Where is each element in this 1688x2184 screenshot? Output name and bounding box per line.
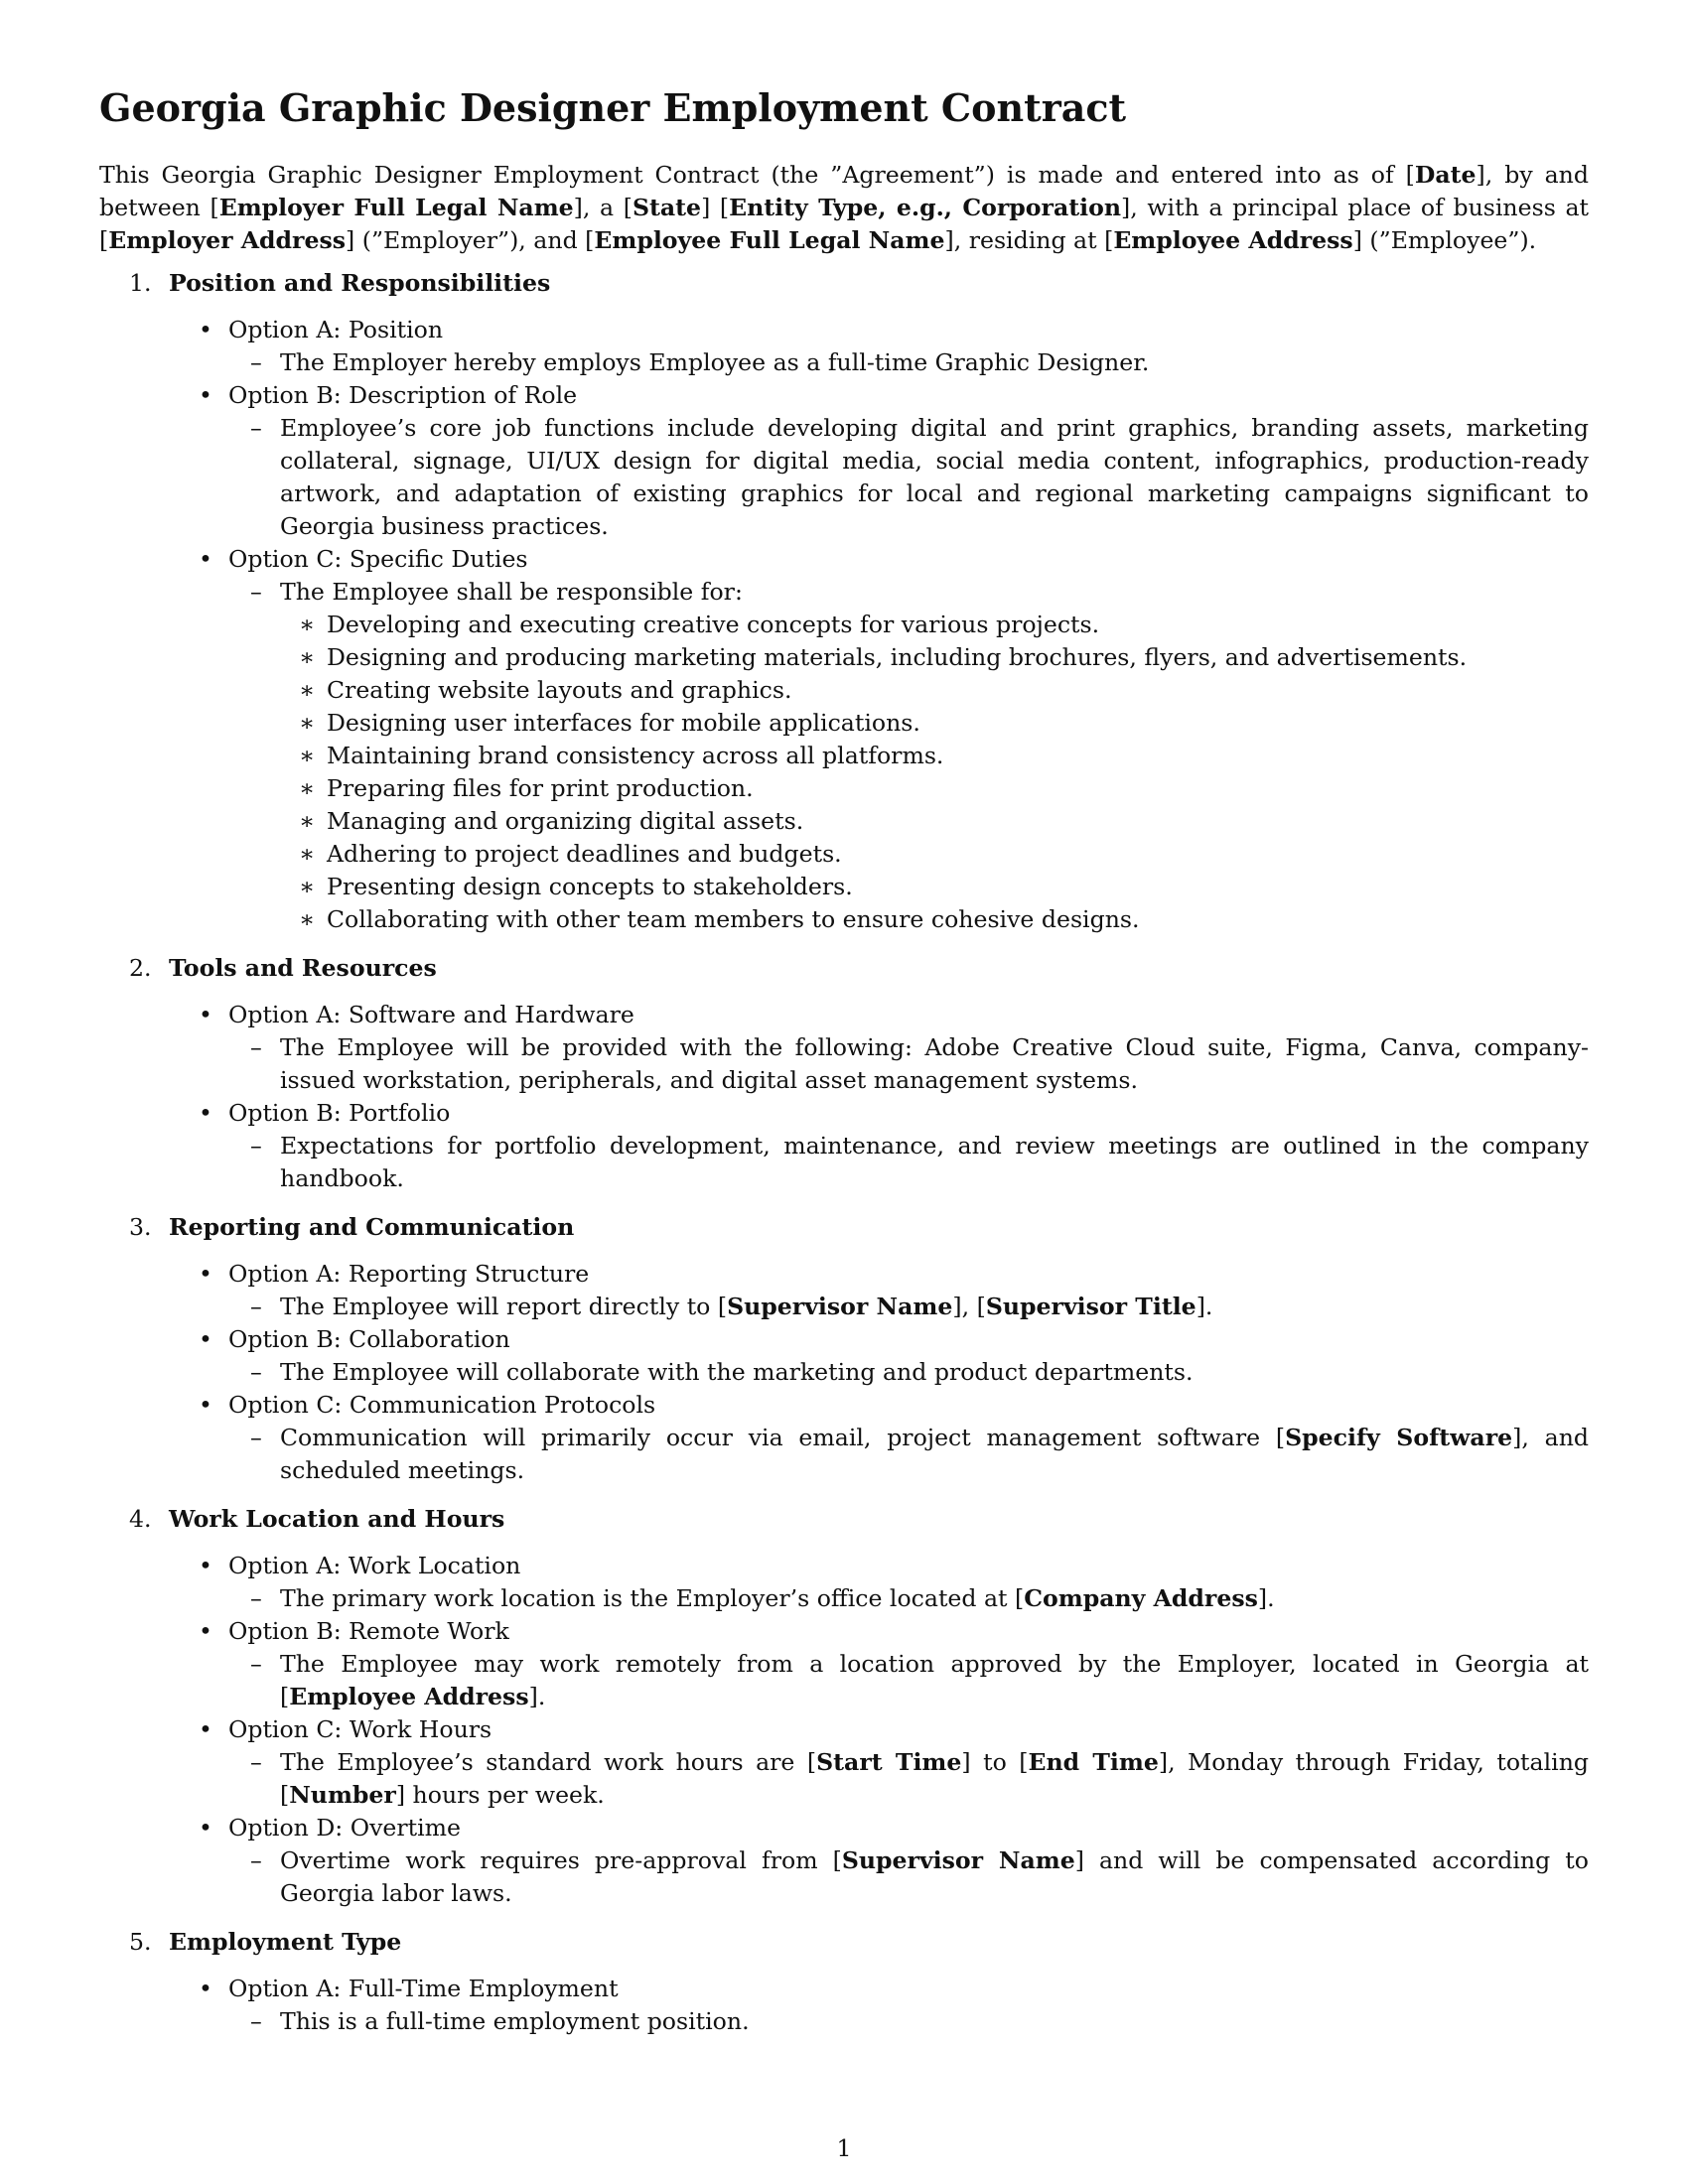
option-text: The Employer hereby employs Employee as a full-time Graphic Designer. <box>280 348 1150 376</box>
dash-icon: – <box>250 348 262 376</box>
intro-text: ], by and between [ <box>99 161 1589 221</box>
section-employment-type <box>99 1926 1589 2038</box>
asterisk-icon: ∗ <box>299 643 316 671</box>
option-label: Option A: Software and Hardware <box>228 1001 634 1028</box>
text-run: ]. <box>1196 1293 1213 1320</box>
document-page <box>99 85 1589 2054</box>
placeholder-start-time: Start Time <box>816 1748 962 1776</box>
option-item <box>99 379 1589 412</box>
bullet-icon: • <box>199 545 212 573</box>
dash-icon: – <box>250 1748 262 1776</box>
text-run: ] to [ <box>961 1748 1029 1776</box>
text-run: Overtime work requires pre-approval from [ <box>280 1846 842 1874</box>
dash-icon: – <box>250 578 262 606</box>
intro-text: ], with a principal place of business at [ <box>99 194 1589 254</box>
text-run: ], Monday through Friday, totaling [ <box>280 1748 1589 1809</box>
option-text: Employee’s core job functions include developing digital and print graphics, branding assets, marketing collateral, signage, UI/UX design for digital media, social media content, infographics, production-ready artwork, and adaptation of existing graphics for local and regional marketing campaigns significant to Georgia business practices. <box>280 414 1589 540</box>
duty-text: Preparing files for print production. <box>327 774 754 802</box>
duty-text: Presenting design concepts to stakeholders. <box>327 873 853 900</box>
placeholder-number: Number <box>289 1781 396 1809</box>
option-text <box>280 1648 1589 1713</box>
option-label: Option C: Communication Protocols <box>228 1391 656 1419</box>
bullet-icon: • <box>199 1260 212 1288</box>
option-text: This is a full-time employment position. <box>280 2007 750 2035</box>
option-label: Option B: Remote Work <box>228 1617 509 1645</box>
text-run: ] hours per week. <box>395 1781 605 1809</box>
option-item <box>99 543 1589 576</box>
bullet-icon: • <box>199 1391 212 1419</box>
asterisk-icon: ∗ <box>299 873 316 900</box>
asterisk-icon: ∗ <box>299 709 316 737</box>
section-number: 1. <box>129 269 152 297</box>
option-item <box>99 999 1589 1031</box>
intro-paragraph <box>99 159 1589 257</box>
intro-text: ], residing at [ <box>944 226 1114 254</box>
section-heading <box>99 952 1589 985</box>
text-run: ], [ <box>952 1293 986 1320</box>
duty-item <box>99 903 1589 936</box>
option-text: The Employee will collaborate with the marketing and product departments. <box>280 1358 1194 1386</box>
duty-item <box>99 838 1589 871</box>
dash-icon: – <box>250 2007 262 2035</box>
duty-item <box>99 609 1589 641</box>
intro-text: ], a [ <box>573 194 633 221</box>
placeholder-employee-address: Employee Address <box>289 1683 529 1710</box>
intro-text: ] (”Employer”), and [ <box>346 226 595 254</box>
text-run: ]. <box>1257 1584 1275 1612</box>
bullet-icon: • <box>199 1814 212 1842</box>
section-position-responsibilities <box>99 267 1589 936</box>
placeholder-entity-type: Entity Type, e.g., Corporation <box>729 194 1122 221</box>
option-label: Option B: Collaboration <box>228 1325 510 1353</box>
placeholder-supervisor-title: Supervisor Title <box>985 1293 1196 1320</box>
option-detail <box>99 1356 1589 1389</box>
duty-item <box>99 674 1589 707</box>
option-text <box>280 1582 1589 1615</box>
option-detail <box>99 1746 1589 1812</box>
dash-icon: – <box>250 1358 262 1386</box>
duty-text: Creating website layouts and graphics. <box>327 676 792 704</box>
section-title: Position and Responsibilities <box>169 269 551 297</box>
asterisk-icon: ∗ <box>299 905 316 933</box>
option-text <box>280 1422 1589 1487</box>
section-heading <box>99 1926 1589 1959</box>
option-detail <box>99 1422 1589 1487</box>
option-text <box>280 1291 1589 1323</box>
text-run: Communication will primarily occur via email, project management software [ <box>280 1424 1286 1451</box>
option-label: Option A: Reporting Structure <box>228 1260 590 1288</box>
section-title: Employment Type <box>169 1928 402 1956</box>
option-text <box>280 1746 1589 1812</box>
option-detail <box>99 2005 1589 2038</box>
section-tools-resources <box>99 952 1589 1195</box>
option-item <box>99 1615 1589 1648</box>
option-item <box>99 1550 1589 1582</box>
placeholder-employer-name: Employer Full Legal Name <box>218 194 574 221</box>
placeholder-software: Specify Software <box>1285 1424 1513 1451</box>
intro-text: ] (”Employee”). <box>1352 226 1537 254</box>
bullet-icon: • <box>199 1001 212 1028</box>
placeholder-supervisor-name: Supervisor Name <box>727 1293 953 1320</box>
section-reporting-communication <box>99 1211 1589 1487</box>
duty-item <box>99 740 1589 772</box>
text-run: ]. <box>528 1683 546 1710</box>
section-number: 5. <box>129 1928 152 1956</box>
option-item <box>99 1323 1589 1356</box>
option-label: Option D: Overtime <box>228 1814 462 1842</box>
text-run: The Employee may work remotely from a location approved by the Employer, located in Georgia at [ <box>280 1650 1589 1710</box>
text-run: ], and scheduled meetings. <box>280 1424 1590 1484</box>
option-item <box>99 1973 1589 2005</box>
duty-item <box>99 871 1589 903</box>
asterisk-icon: ∗ <box>299 611 316 638</box>
option-item <box>99 1258 1589 1291</box>
bullet-icon: • <box>199 1975 212 2002</box>
page-number: 1 <box>836 2134 852 2162</box>
section-number: 2. <box>129 954 152 982</box>
option-detail <box>99 346 1589 379</box>
section-work-location-hours <box>99 1503 1589 1910</box>
section-heading <box>99 1503 1589 1536</box>
option-item <box>99 1389 1589 1422</box>
text-run: The primary work location is the Employer’s office located at [ <box>280 1584 1025 1612</box>
option-label: Option C: Specific Duties <box>228 545 528 573</box>
text-run: ] and will be compensated according to Georgia labor laws. <box>280 1846 1589 1907</box>
bullet-icon: • <box>199 381 212 409</box>
placeholder-end-time: End Time <box>1028 1748 1159 1776</box>
intro-text: This Georgia Graphic Designer Employment Contract (the ”Agreement”) is made and entered into as of [ <box>99 161 1415 189</box>
section-heading <box>99 267 1589 300</box>
duty-text: Maintaining brand consistency across all platforms. <box>327 742 944 769</box>
option-item <box>99 1812 1589 1844</box>
bullet-icon: • <box>199 1325 212 1353</box>
placeholder-date: Date <box>1414 161 1477 189</box>
duty-text: Managing and organizing digital assets. <box>327 807 804 835</box>
option-text: Expectations for portfolio development, maintenance, and review meetings are outlined in the company handbook. <box>280 1132 1589 1192</box>
section-title: Reporting and Communication <box>169 1213 575 1241</box>
duty-text: Designing and producing marketing materials, including brochures, flyers, and advertisements. <box>327 643 1468 671</box>
intro-text: ] [ <box>701 194 730 221</box>
asterisk-icon: ∗ <box>299 840 316 868</box>
duty-item <box>99 805 1589 838</box>
option-item <box>99 314 1589 346</box>
placeholder-employer-address: Employer Address <box>108 226 347 254</box>
option-label: Option A: Work Location <box>228 1552 521 1579</box>
dash-icon: – <box>250 1846 262 1874</box>
bullet-icon: • <box>199 1552 212 1579</box>
dash-icon: – <box>250 414 262 442</box>
option-detail <box>99 1031 1589 1097</box>
option-detail <box>99 1130 1589 1195</box>
option-text <box>280 1844 1589 1910</box>
bullet-icon: • <box>199 316 212 343</box>
bullet-icon: • <box>199 1099 212 1127</box>
option-label: Option B: Description of Role <box>228 381 578 409</box>
duty-text: Adhering to project deadlines and budgets. <box>327 840 842 868</box>
placeholder-employee-name: Employee Full Legal Name <box>594 226 945 254</box>
section-number: 3. <box>129 1213 152 1241</box>
duty-text: Developing and executing creative concepts for various projects. <box>327 611 1100 638</box>
option-text: The Employee will be provided with the following: Adobe Creative Cloud suite, Figma, Canva, company-issued workstation, peripherals, and digital asset management systems. <box>280 1033 1589 1094</box>
section-title: Work Location and Hours <box>169 1505 505 1533</box>
option-label: Option C: Work Hours <box>228 1715 492 1743</box>
option-detail <box>99 576 1589 609</box>
option-detail <box>99 412 1589 543</box>
option-label: Option A: Position <box>228 316 444 343</box>
duty-text: Collaborating with other team members to ensure cohesive designs. <box>327 905 1140 933</box>
bullet-icon: • <box>199 1715 212 1743</box>
option-label: Option B: Portfolio <box>228 1099 451 1127</box>
placeholder-employee-address: Employee Address <box>1113 226 1353 254</box>
dash-icon: – <box>250 1132 262 1160</box>
option-label: Option A: Full-Time Employment <box>228 1975 619 2002</box>
dash-icon: – <box>250 1650 262 1678</box>
text-run: The Employee will report directly to [ <box>280 1293 728 1320</box>
duty-text: Designing user interfaces for mobile applications. <box>327 709 920 737</box>
document-title: Georgia Graphic Designer Employment Contract <box>99 85 1127 130</box>
option-detail <box>99 1582 1589 1615</box>
asterisk-icon: ∗ <box>299 807 316 835</box>
dash-icon: – <box>250 1584 262 1612</box>
option-detail <box>99 1291 1589 1323</box>
option-detail <box>99 1648 1589 1713</box>
duty-item <box>99 772 1589 805</box>
duty-item <box>99 641 1589 674</box>
duty-item <box>99 707 1589 740</box>
option-item <box>99 1713 1589 1746</box>
option-detail <box>99 1844 1589 1910</box>
section-heading <box>99 1211 1589 1244</box>
option-text: The Employee shall be responsible for: <box>280 578 743 606</box>
bullet-icon: • <box>199 1617 212 1645</box>
asterisk-icon: ∗ <box>299 774 316 802</box>
dash-icon: – <box>250 1293 262 1320</box>
placeholder-state: State <box>632 194 702 221</box>
placeholder-company-address: Company Address <box>1024 1584 1258 1612</box>
dash-icon: – <box>250 1033 262 1061</box>
text-run: The Employee’s standard work hours are [ <box>280 1748 817 1776</box>
option-item <box>99 1097 1589 1130</box>
sections-list <box>99 267 1589 2038</box>
asterisk-icon: ∗ <box>299 676 316 704</box>
dash-icon: – <box>250 1424 262 1451</box>
section-number: 4. <box>129 1505 152 1533</box>
placeholder-supervisor-name: Supervisor Name <box>841 1846 1075 1874</box>
asterisk-icon: ∗ <box>299 742 316 769</box>
section-title: Tools and Resources <box>169 954 437 982</box>
